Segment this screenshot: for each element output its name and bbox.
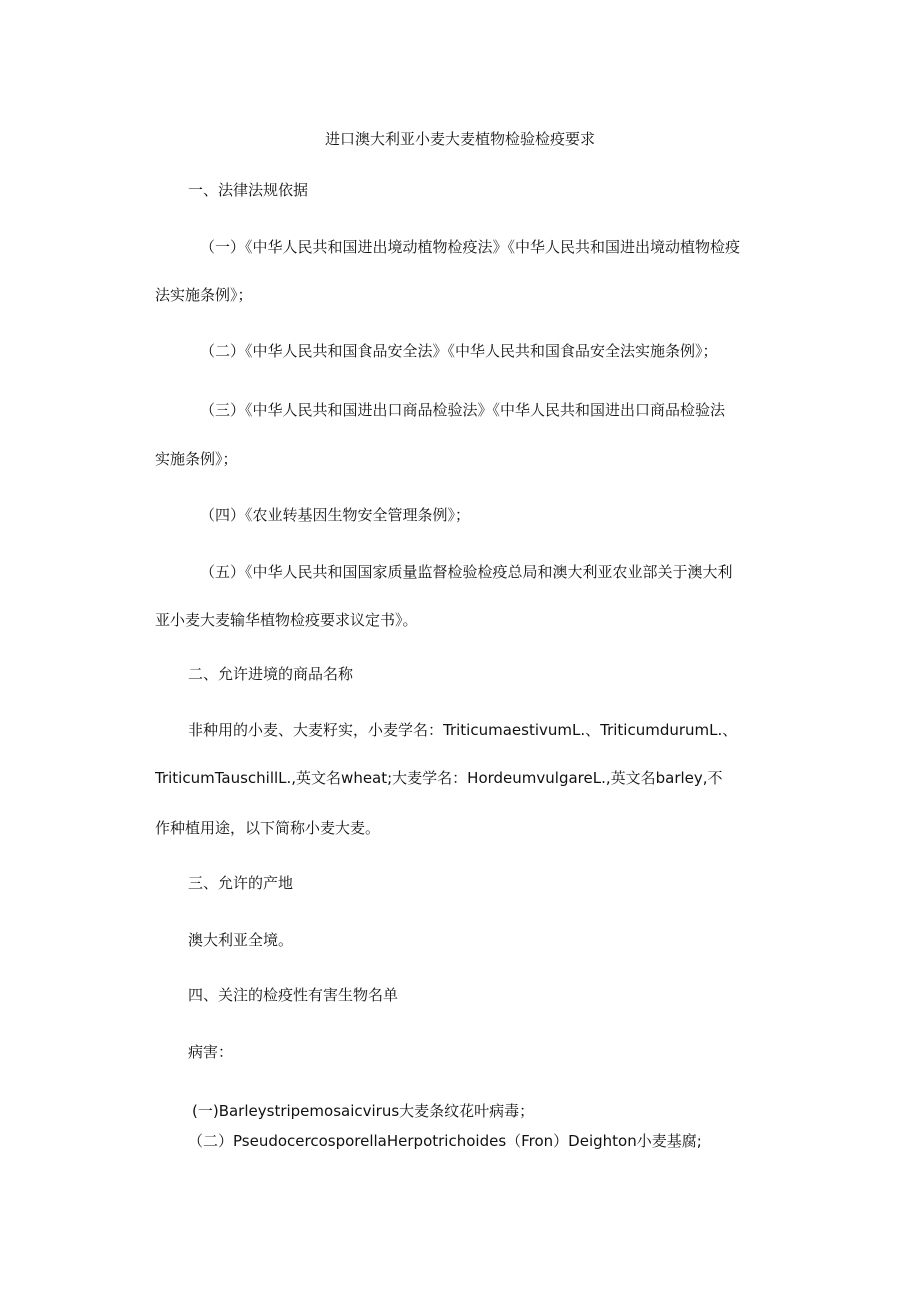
section-heading-legal-basis: 一、法律法规依据 (188, 181, 309, 199)
legal-item-1-line-1: （一）《中华人民共和国进出境动植物检疫法》《中华人民共和国进出境动植物检疫 (200, 238, 741, 256)
legal-item-2: （二）《中华人民共和国食品安全法》《中华人民共和国食品安全法实施条例》； (200, 342, 718, 360)
origin-paragraph: 澳大利亚全境。 (188, 931, 294, 949)
legal-item-4: （四）《农业转基因生物安全管理条例》； (200, 506, 471, 524)
section-heading-allowed-commodities: 二、允许进境的商品名称 (188, 665, 354, 683)
legal-item-5-line-2: 亚小麦大麦输华植物检疫要求议定书》。 (155, 611, 418, 629)
commodity-paragraph-line-3: 作种植用途，以下简称小麦大麦。 (155, 819, 381, 837)
commodity-paragraph-line-2: TriticumTauschillL.,英文名wheat;大麦学名：HordeumvulgareL.,英文名barley,不 (155, 769, 723, 787)
legal-item-3-line-2: 实施条例》； (155, 450, 238, 468)
document-title: 进口澳大利亚小麦大麦植物检验检疫要求 (324, 130, 595, 148)
diseases-subheading: 病害： (188, 1043, 234, 1061)
disease-item-2: （二）PseudocercosporellaHerpotrichoides（Fron）Deighton小麦基腐; (188, 1132, 702, 1150)
legal-item-3-line-1: （三）《中华人民共和国进出口商品检验法》《中华人民共和国进出口商品检验法 (200, 401, 726, 419)
disease-item-1: (一)Barleystripemosaicvirus大麦条纹花叶病毒； (192, 1102, 535, 1120)
section-heading-quarantine-pests: 四、关注的检疫性有害生物名单 (188, 986, 399, 1004)
section-heading-allowed-origin: 三、允许的产地 (188, 874, 294, 892)
legal-item-1-line-2: 法实施条例》； (155, 286, 253, 304)
legal-item-5-line-1: （五）《中华人民共和国国家质量监督检验检疫总局和澳大利亚农业部关于澳大利 (200, 563, 733, 581)
commodity-paragraph-line-1: 非种用的小麦、大麦籽实，小麦学名：TriticumaestivumL.、TriticumdurumL.、 (188, 721, 738, 739)
